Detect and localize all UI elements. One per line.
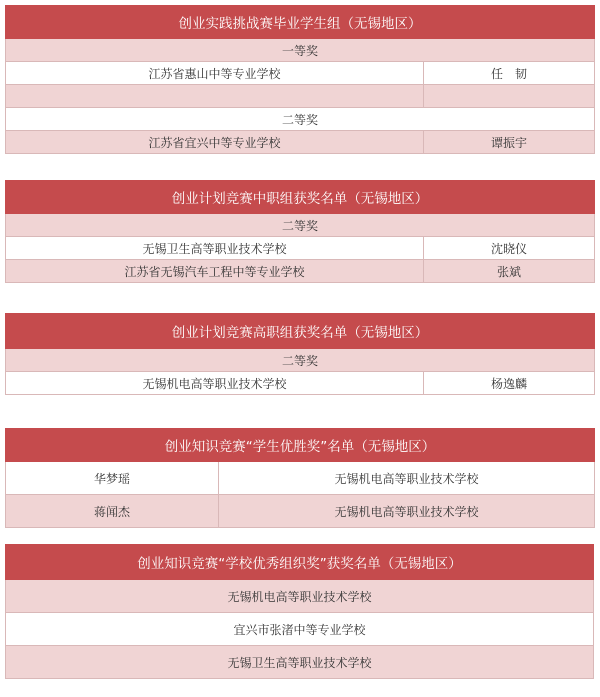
section-title: 创业知识竞赛“学生优胜奖”名单（无锡地区） bbox=[6, 429, 595, 462]
school-cell: 无锡机电高等职业技术学校 bbox=[6, 372, 424, 395]
plan-higher-table bbox=[5, 313, 595, 395]
section-title: 创业知识竞赛“学校优秀组织奖”获奖名单（无锡地区） bbox=[6, 545, 594, 580]
school-cell: 无锡机电高等职业技术学校 bbox=[219, 495, 595, 528]
section-plan-secondary bbox=[5, 180, 594, 283]
school-cell: 无锡机电高等职业技术学校 bbox=[219, 462, 595, 495]
empty-cell bbox=[6, 85, 424, 108]
name-cell: 谭振宇 bbox=[424, 131, 595, 154]
section-knowledge-students bbox=[5, 428, 594, 528]
name-cell: 张斌 bbox=[424, 260, 595, 283]
practice-challenge-table bbox=[5, 5, 595, 154]
plan-secondary-table bbox=[5, 180, 595, 283]
section-knowledge-schools bbox=[5, 544, 594, 679]
school-cell: 宜兴市张渚中等专业学校 bbox=[6, 613, 594, 646]
prize-level-second: 二等奖 bbox=[6, 108, 595, 131]
school-cell: 江苏省惠山中等专业学校 bbox=[6, 62, 424, 85]
section-title: 创业实践挑战赛毕业学生组（无锡地区） bbox=[6, 6, 595, 39]
school-cell: 无锡卫生高等职业技术学校 bbox=[6, 646, 594, 679]
prize-level-first: 一等奖 bbox=[6, 39, 595, 62]
name-cell: 杨逸麟 bbox=[424, 372, 595, 395]
prize-level-second: 二等奖 bbox=[6, 349, 595, 372]
name-cell: 沈晓仪 bbox=[424, 237, 595, 260]
school-cell: 无锡卫生高等职业技术学校 bbox=[6, 237, 424, 260]
section-title: 创业计划竞赛高职组获奖名单（无锡地区） bbox=[6, 314, 595, 349]
knowledge-schools-table bbox=[5, 544, 594, 679]
prize-level-second: 二等奖 bbox=[6, 214, 595, 237]
section-plan-higher bbox=[5, 313, 594, 395]
name-cell: 华梦瑶 bbox=[6, 462, 219, 495]
school-cell: 江苏省无锡汽车工程中等专业学校 bbox=[6, 260, 424, 283]
section-title: 创业计划竞赛中职组获奖名单（无锡地区） bbox=[6, 181, 595, 214]
school-cell: 无锡机电高等职业技术学校 bbox=[6, 580, 594, 613]
name-cell: 蒋闻杰 bbox=[6, 495, 219, 528]
knowledge-students-table bbox=[5, 428, 595, 528]
name-cell: 任 韧 bbox=[424, 62, 595, 85]
empty-cell bbox=[424, 85, 595, 108]
section-practice-challenge bbox=[5, 5, 594, 154]
school-cell: 江苏省宜兴中等专业学校 bbox=[6, 131, 424, 154]
